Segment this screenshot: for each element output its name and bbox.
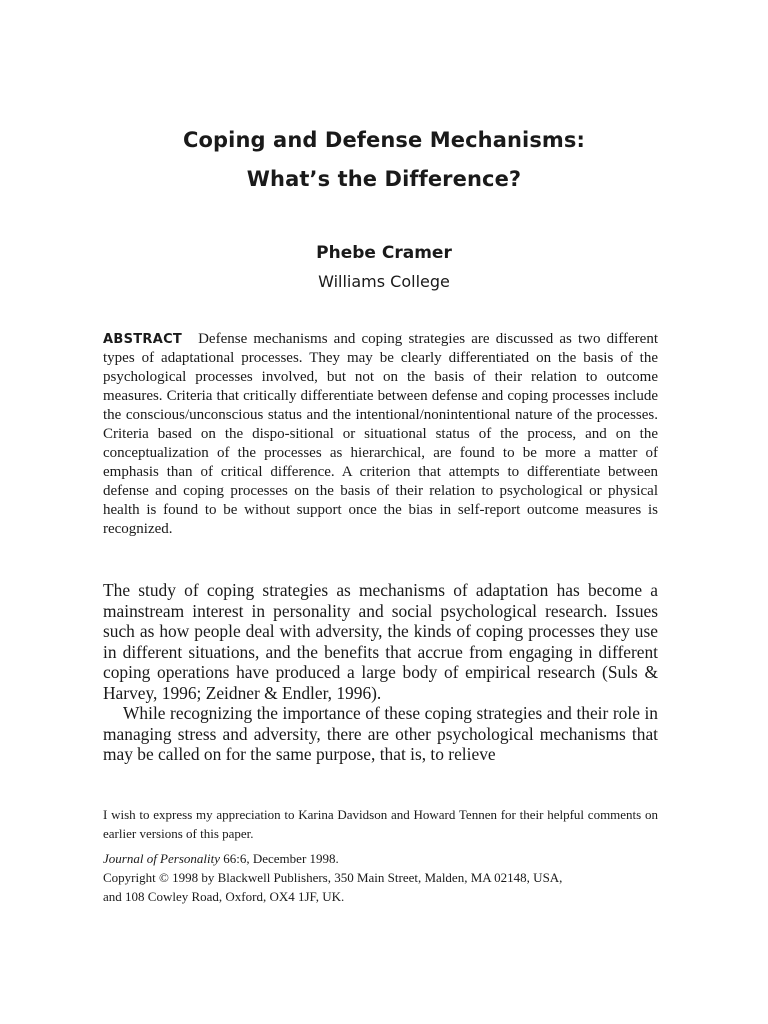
journal-name: Journal of Personality: [103, 851, 220, 866]
footnotes: [103, 805, 658, 906]
journal-issue: 66:6, December 1998.: [220, 851, 339, 866]
abstract-text: Defense mechanisms and coping strategies are discussed as two different types of adaptational processes. They may be clearly differentiated on the basis of the psychological processes involved, but not on the basis of their relation to outcome measures. Criteria that critically differentiate between defense and coping processes include the conscious/unconscious status and the intentional/nonintentional nature of the processes. Criteria based on the dispo-sitional or situational status of the process, and on the conceptualization of the processes as hierarchical, are found to be more a matter of emphasis than of critical difference. A criterion that attempts to differentiate between defense and coping processes on the basis of their relation to psychological or physical health is found to be without support once the bias in self-report outcome measures is recognized.: [103, 331, 658, 537]
author-name: Phebe Cramer: [316, 243, 452, 263]
paper-title-line1: Coping and Defense Mechanisms:: [182, 128, 586, 152]
abstract-label: ABSTRACT: [103, 332, 183, 347]
author-affiliation: Williams College: [318, 272, 450, 291]
body-paragraph: The study of coping strategies as mechanisms of adaptation has become a mainstream interest in personality and social psychological research. Issues such as how people deal with adversity, the kinds of coping processes they use in different situations, and the benefits that accrue from engaging in different coping operations have produced a large body of empirical research (Suls & Harvey, 1996; Zeidner & Endler, 1996).: [103, 580, 658, 703]
body-text: [103, 580, 658, 765]
paper-title-line2: What’s the Difference?: [246, 167, 522, 191]
copyright-line: Copyright © 1998 by Blackwell Publishers, 350 Main Street, Malden, MA 02148, USA,: [103, 870, 563, 885]
copyright-line: and 108 Cowley Road, Oxford, OX4 1JF, UK.: [103, 889, 345, 904]
abstract: [103, 330, 658, 539]
body-paragraph: While recognizing the importance of these coping strategies and their role in managing stress and adversity, there are other psychological mechanisms that may be called on for the same purpose, that is, to relieve: [103, 703, 658, 764]
acknowledgment-footnote: I wish to express my appreciation to Karina Davidson and Howard Tennen for their helpful comments on earlier versions of this paper.: [103, 807, 658, 841]
journal-citation: [103, 849, 658, 868]
